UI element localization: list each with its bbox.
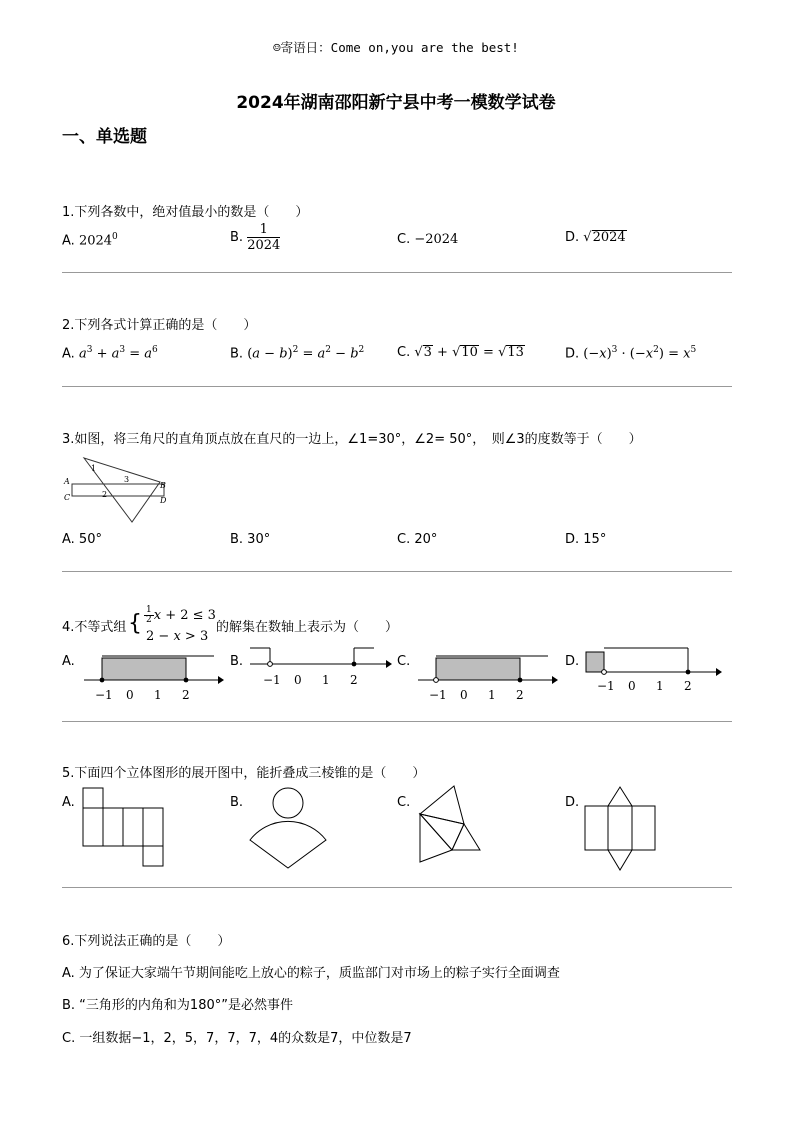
question-6-stem: 6.下列说法正确的是（ ） [62,934,231,949]
header-motto: ☺寄语日：Come on,you are the best! [273,40,519,55]
divider [62,721,732,722]
page-title: 2024年湖南邵阳新宁县中考一模数学试卷 [236,93,556,113]
divider [62,887,732,888]
system-brace: { [128,611,142,636]
number-line-d [582,642,728,702]
question-4-option-a: A. [62,654,75,669]
svg-text:A: A [64,477,70,486]
divider [62,571,732,572]
question-5-option-d: D. [565,795,580,810]
svg-text:1: 1 [91,464,97,473]
net-triangles-figure [414,784,484,866]
question-4-stem-end: 的解集在数轴上表示为（ ） [216,620,399,635]
question-1-option-b: B. $\frac{1}{2024}$ [230,222,281,253]
svg-text:D: D [160,496,167,505]
svg-text:0: 0 [628,679,636,693]
question-2-option-b: B. $(a - b)^2 = a^2 - b^2$ [230,345,365,362]
svg-text:2: 2 [102,490,108,499]
svg-text:2: 2 [516,688,524,702]
number-line-b [246,642,392,702]
svg-text:1: 1 [154,688,162,702]
svg-text:2: 2 [350,673,358,687]
inequality-2: 2 − x > 3 [146,629,209,644]
question-1-option-c: C. −2024 [397,232,459,247]
question-2-option-c: C. √3 + √10 = √13 [397,345,524,360]
svg-text:1: 1 [322,673,330,687]
question-5-option-b: B. [230,795,244,810]
question-2-stem: 2.下列各式计算正确的是（ ） [62,318,257,333]
svg-text:0: 0 [294,673,302,687]
inequality-1: $\frac{1}{2}$ x + 2 ≤ 3 [146,605,216,625]
svg-text:−1: −1 [429,688,447,702]
svg-text:1: 1 [488,688,496,702]
question-3-option-d: D. 15° [565,532,607,547]
question-6-option-a: A. 为了保证大家端午节期间能吃上放心的粽子，质监部门对市场上的粽子实行全面调查 [62,966,560,981]
question-3-option-b: B. 30° [230,532,271,547]
number-line-a [78,642,224,702]
svg-text:3: 3 [124,475,130,484]
divider [62,386,732,387]
svg-text:−1: −1 [597,679,615,693]
question-3-option-c: C. 20° [397,532,438,547]
question-4-option-d: D. [565,654,580,669]
svg-text:0: 0 [460,688,468,702]
svg-text:0: 0 [126,688,134,702]
question-5-option-a: A. [62,795,75,810]
net-prism-figure [582,784,658,874]
question-1-stem: 1.下列各数中，绝对值最小的数是（ ） [62,205,309,220]
net-cone-figure [246,786,330,870]
question-5-stem: 5.下面四个立体图形的展开图中，能折叠成三棱锥的是（ ） [62,766,426,781]
ruler-triangle-figure [60,452,180,524]
section-heading: 一、单选题 [62,127,147,147]
svg-text:C: C [64,493,71,502]
question-5-option-c: C. [397,795,411,810]
svg-text:2: 2 [684,679,692,693]
question-4-stem-start: 4.不等式组 [62,620,127,635]
svg-text:−1: −1 [263,673,281,687]
svg-text:2: 2 [182,688,190,702]
question-3-option-a: A. 50° [62,532,102,547]
question-3-stem: 3.如图，将三角尺的直角顶点放在直尺的一边上，∠1=30°，∠2= 50°， 则∠3的度数等于（ ） [62,432,642,447]
question-4-option-c: C. [397,654,411,669]
divider [62,272,732,273]
svg-text:B: B [160,481,166,490]
net-squares-figure [80,786,166,868]
question-2-option-d: D. $(-x)^3 \cdot (-x^2) = x^5$ [565,345,697,362]
question-6-option-b: B. “三角形的内角和为180°”是必然事件 [62,998,293,1013]
question-6-option-c: C. 一组数据−1，2，5，7，7，7，4的众数是7，中位数是7 [62,1031,412,1046]
question-4-option-b: B. [230,654,244,669]
question-1-option-a: A. 2024$^0$ [62,232,118,249]
question-2-option-a: A. $a^3 + a^3 = a^6$ [62,345,158,362]
svg-text:−1: −1 [95,688,113,702]
question-1-option-d: D. √2024 [565,230,626,245]
svg-text:1: 1 [656,679,664,693]
number-line-c [412,642,558,702]
